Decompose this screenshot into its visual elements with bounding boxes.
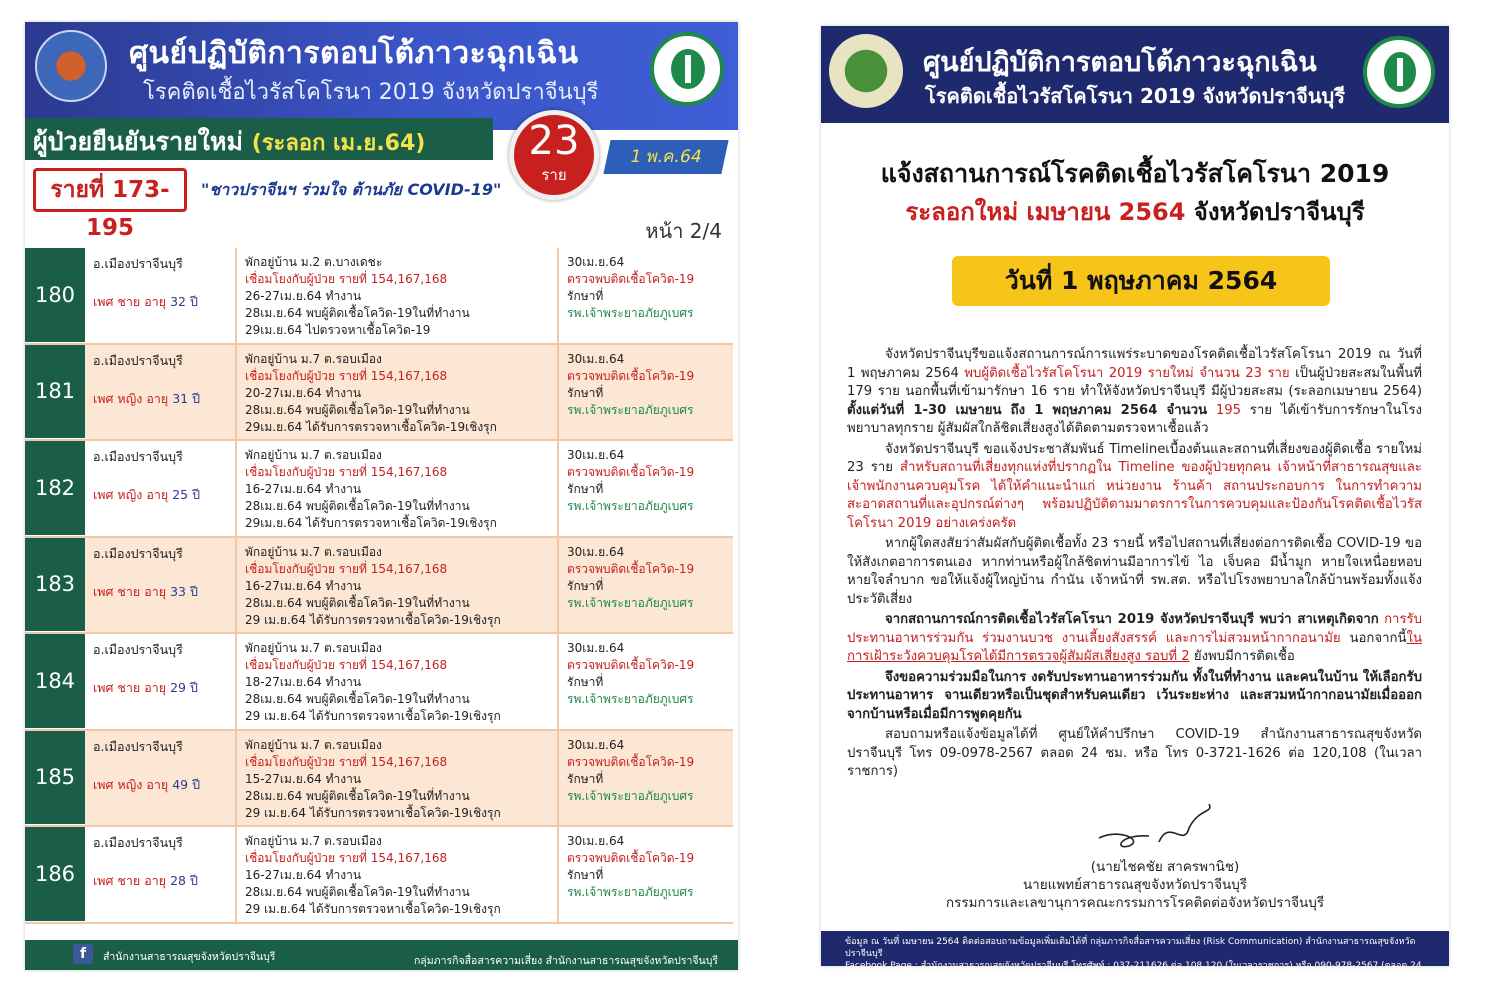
footer-line-2: Facebook Page : สำนักงานสาธารณสุขจังหวัดปราจีนบุรี โทรศัพท์ : 037-211626 ต่อ 108,120 (ในเวลาราชการ) หรือ 090-978-2567 (ตลอด 24 ชั่วโมง) [845,961,1422,983]
province-tree-logo [829,34,903,108]
case-number: 185 [25,731,85,826]
district: อ.เมืองปราจีนบุรี [93,545,183,561]
province-seal-logo [35,30,107,102]
sex-age: เพศ ชาย อายุ [93,294,167,309]
age: 28 ปี [170,873,198,888]
case-number: 182 [25,441,85,536]
announcement-subheading: ระลอกใหม่ เมษายน 2564 จังหวัดปราจีนบุรี [905,198,1365,226]
district: อ.เมืองปราจีนบุรี [93,642,183,657]
paragraph-5: จึงขอความร่วมมือในการ งดรับประทานอาหารร่วมกัน ทั้งในที่ทำงาน และคนในบ้าน ให้เลือกรับประทานอาหาร จานเดียวหรือเป็นชุดสำหรับคนเดียว เว้นระยะห่าง และสวมหน้ากากอนามัยเมื่อออกจากบ้านหรือเมื่อมีการพูดคุยกัน [847,669,1422,722]
district: อ.เมืองปราจีนบุรี [93,738,183,754]
age: 31 ปี [172,390,201,406]
right-title-1: ศูนย์ปฏิบัติการตอบโต้ภาวะฉุกเฉิน [923,47,1317,78]
page-number: หน้า 2/4 [645,219,722,243]
test-result: 30เม.ย.64 ตรวจพบติดเชื้อโควิด-19 รักษาที่ รพ.เจ้าพระยาอภัยภูเบศร [567,448,695,513]
timeline: พักอยู่บ้าน ม.7 ต.รอบเมือง เชื่อมโยงกับผู้ป่วย รายที่ 154,167,168 16-27เม.ย.64 ทำงาน 28เม.ย.64 พบผู้ติดเชื้อโควิด-19ในที่ทำงาน 29เม.ย.64 ได้รับการตรวจหาเชื้อโควิด-19เชิงรุก [237,441,559,536]
district: อ.เมืองปราจีนบุรี [93,256,183,271]
right-title-2: โรคติดเชื้อไวรัสโคโรนา 2019 จังหวัดปราจีนบุรี [925,84,1345,108]
age: 29 ปี [170,680,198,695]
sex-age: เพศ หญิง อายุ [93,390,169,406]
slogan: "ชาวปราจีนฯ ร่วมใจ ต้านภัย COVID-19" [201,180,502,199]
case-number: 184 [25,634,85,729]
district: อ.เมืองปราจีนบุรี [93,835,183,850]
announcement-date: วันที่ 1 พฤษภาคม 2564 [952,256,1330,306]
signatory-title-2: กรรมการและเลขานุการคณะกรรมการโรคติดต่อจังหวัดปราจีนบุรี [945,895,1325,911]
facebook-icon[interactable]: f [73,944,93,964]
sex-age: เพศ ชาย อายุ [93,680,167,695]
timeline: พักอยู่บ้าน ม.7 ต.รอบเมือง เชื่อมโยงกับผู้ป่วย รายที่ 154,167,168 15-27เม.ย.64 ทำงาน 28เม.ย.64 พบผู้ติดเชื้อโควิด-19ในที่ทำงาน 29 เม.ย.64 ได้รับการตรวจหาเชื้อโควิด-19เชิงรุก [237,731,559,826]
footer-right-text: กลุ่มภารกิจสื่อสารความเสี่ยง สำนักงานสาธารณสุขจังหวัดปราจีนบุรี [413,955,718,967]
table-row [25,345,733,442]
paragraph-3: หากผู้ใดสงสัยว่าสัมผัสกับผู้ติดเชื้อทั้ง 23 รายนี้ หรือไปสถานที่เสี่ยงต่อการติดเชื้อ COVID-19 ขอให้สังเกตอาการตนเอง หากท่านหรือผู้ใกล้ชิดท่านมีอาการไข้ ไอ เจ็บคอ มีน้ำมูก หายใจเหนื่อยหอบ หายใจลำบาก ขอให้แจ้งผู้ใหญ่บ้าน กำนัน เจ้าหน้าที่ รพ.สต. หรือไปโรงพยาบาลใกล้บ้านพร้อมทั้งแจ้งประวัติเสี่ยง [847,536,1422,607]
left-header [25,22,738,130]
timeline: พักอยู่บ้าน ม.7 ต.รอบเมือง เชื่อมโยงกับผู้ป่วย รายที่ 154,167,168 20-27เม.ย.64 ทำงาน 28เม.ย.64 พบผู้ติดเชื้อโควิด-19ในที่ทำงาน 29เม.ย.64 ได้รับการตรวจหาเชื้อโควิด-19เชิงรุก [237,345,559,440]
table-row [25,441,733,538]
right-poster [821,26,1449,983]
table-row [25,634,733,731]
case-count-badge [509,110,599,200]
test-result: 30เม.ย.64 ตรวจพบติดเชื้อโควิด-19 รักษาที่ รพ.เจ้าพระยาอภัยภูเบศร [567,255,695,320]
new-cases-banner: ผู้ป่วยยืนยันรายใหม่ (ระลอก เม.ย.64) [25,118,493,160]
paragraph-6: สอบถามหรือแจ้งข้อมูลได้ที่ ศูนย์ให้คำปรึกษา COVID-19 สำนักงานสาธารณสุขจังหวัดปราจีนบุรี โทร 09-0978-2567 ตลอด 24 ชม. หรือ โทร 0-3721-1626 ต่อ 120,108 (ในเวลาราชการ) [847,727,1422,779]
report-date: 1 พ.ค.64 [603,140,728,174]
case-count: 23 [528,118,580,164]
test-result: 30เม.ย.64 ตรวจพบติดเชื้อโควิด-19 รักษาที่ รพ.เจ้าพระยาอภัยภูเบศร [559,731,733,826]
case-unit: ราย [541,166,567,184]
timeline: พักอยู่บ้าน ม.7 ต.รอบเมือง เชื่อมโยงกับผู้ป่วย รายที่ 154,167,168 16-27เม.ย.64 ทำงาน 28เม.ย.64 พบผู้ติดเชื้อโควิด-19ในที่ทำงาน 29 เม.ย.64 ได้รับการตรวจหาเชื้อโควิด-19เชิงรุก [237,538,559,633]
case-number: 181 [25,345,85,440]
footer-left-text: สำนักงานสาธารณสุขจังหวัดปราจีนบุรี [103,951,276,963]
left-poster [25,22,738,970]
left-footer [25,940,738,970]
age: 32 ปี [170,294,198,309]
timeline: พักอยู่บ้าน ม.7 ต.รอบเมือง เชื่อมโยงกับผู้ป่วย รายที่ 154,167,168 16-27เม.ย.64 ทำงาน 28เม.ย.64 พบผู้ติดเชื้อโควิด-19ในที่ทำงาน 29 เม.ย.64 ได้รับการตรวจหาเชื้อโควิด-19เชิงรุก [237,827,559,922]
district: อ.เมืองปราจีนบุรี [93,449,183,464]
table-row [25,538,733,635]
test-result: 30เม.ย.64 ตรวจพบติดเชื้อโควิด-19 รักษาที่ รพ.เจ้าพระยาอภัยภูเบศร [559,345,733,440]
case-number: 180 [25,248,85,343]
table-row [25,827,733,924]
test-result: 30เม.ย.64 ตรวจพบติดเชื้อโควิด-19 รักษาที่ รพ.เจ้าพระยาอภัยภูเบศร [567,834,695,899]
right-header [821,26,1449,123]
sex-age: เพศ หญิง อายุ [93,776,169,792]
case-number: 183 [25,538,85,633]
sex-age: เพศ ชาย อายุ [93,873,167,888]
right-footer [821,931,1449,983]
case-number: 186 [25,827,85,922]
signatory-title-1: นายแพทย์สาธารณสุขจังหวัดปราจีนบุรี [1022,877,1248,893]
cases-table [25,248,733,924]
test-result: 30เม.ย.64 ตรวจพบติดเชื้อโควิด-19 รักษาที่ รพ.เจ้าพระยาอภัยภูเบศร [567,641,695,706]
signatory-name: (นายไชคชัย สาครพานิช) [1090,859,1240,875]
test-result: 30เม.ย.64 ตรวจพบติดเชื้อโควิด-19 รักษาที่ รพ.เจ้าพระยาอภัยภูเบศร [559,538,733,633]
ministry-health-logo [1363,36,1435,108]
ministry-health-logo [650,32,724,106]
signatory [821,858,1449,912]
left-title-2: โรคติดเชื้อไวรัสโคโรนา 2019 จังหวัดปราจีนบุรี [143,80,599,105]
table-row [25,731,733,828]
age: 49 ปี [172,776,201,792]
sex-age: เพศ หญิง อายุ [93,487,169,502]
left-title-1: ศูนย์ปฏิบัติการตอบโต้ภาวะฉุกเฉิน [129,36,579,71]
announcement-heading: แจ้งสถานการณ์โรคติดเชื้อไวรัสโคโรนา 2019 [880,159,1390,188]
paragraph-1: จังหวัดปราจีนบุรีขอแจ้งสถานการณ์การแพร่ระบาดของโรคติดเชื้อไวรัสโคโรนา 2019 ณ วันที่ 1 พฤษภาคม 2564 พบผู้ติดเชื้อไวรัสโคโรนา 2019 รายใหม่ จำนวน 23 ราย เป็นผู้ป่วยสะสมในพื้นที่ 179 ราย นอกพื้นที่เข้ามารักษา 16 ราย ทำให้จังหวัดปราจีนบุรี มีผู้ป่วยสะสม (ระลอกเมษายน 2564) ตั้งแต่วันที่ 1-30 เมษายน ถึง 1 พฤษภาคม 2564 จำนวน 195 ราย ได้เข้ารับการรักษาในโรงพยาบาลทุกราย ผู้สัมผัสใกล้ชิดเสี่ยงสูงได้ติดตามตรวจหาเชื้อแล้ว [847,347,1422,436]
table-row [25,248,733,345]
paragraph-4: จากสถานการณ์การติดเชื้อไวรัสโคโรนา 2019 จังหวัดปราจีนบุรี พบว่า สาเหตุเกิดจาก การรับประทานอาหารร่วมกัน ร่วมงานบวช งานเลี้ยงสังสรรค์ และการไม่สวมหน้ากากอนามัย นอกจากนี้ในการเฝ้าระวังควบคุมโรคได้มีการตรวจผู้สัมผัสเสี่ยงสูง รอบที่ 2 ยังพบมีการติดเชื้อ [847,612,1422,664]
timeline: พักอยู่บ้าน ม.2 ต.บางเดชะ เชื่อมโยงกับผู้ป่วย รายที่ 154,167,168 26-27เม.ย.64 ทำงาน 28เม.ย.64 พบผู้ติดเชื้อโควิด-19ในที่ทำงาน 29เม.ย.64 ไปตรวจหาเชื้อโควิด-19 [237,248,559,343]
paragraph-2: จังหวัดปราจีนบุรี ขอแจ้งประชาสัมพันธ์ Timelineเบื้องต้นและสถานที่เสี่ยงของผู้ติดเชื้อ รายใหม่ 23 ราย สำหรับสถานที่เสี่ยงทุกแห่งที่ปรากฏใน Timeline ของผู้ป่วยทุกคน เจ้าหน้าที่สาธารณสุขและเจ้าพนักงานควบคุมโรค ได้ให้คำแนะนำแก่ หน่วยงาน ร้านค้า สถานประกอบการ ในการทำความสะอาดสถานที่และอุปกรณ์ต่างๆ พร้อมปฏิบัติตามมาตรการในการควบคุมและป้องกันโรคติดเชื้อไวรัสโคโรนา 2019 อย่างเคร่งครัด [847,441,1422,531]
case-range: รายที่ 173-195 [33,168,187,212]
signature-image [1089,798,1249,854]
district: อ.เมืองปราจีนบุรี [93,352,183,368]
age: 33 ปี [170,583,198,599]
announcement-body [847,346,1422,784]
sex-age: เพศ ชาย อายุ [93,583,167,599]
timeline: พักอยู่บ้าน ม.7 ต.รอบเมือง เชื่อมโยงกับผู้ป่วย รายที่ 154,167,168 18-27เม.ย.64 ทำงาน 28เม.ย.64 พบผู้ติดเชื้อโควิด-19ในที่ทำงาน 29 เม.ย.64 ได้รับการตรวจหาเชื้อโควิด-19เชิงรุก [237,634,559,729]
age: 25 ปี [172,487,201,502]
footer-line-1: ข้อมูล ณ วันที่ เมษายน 2564 ติดต่อสอบถามข้อมูลเพิ่มเติมได้ที่ กลุ่มภารกิจสื่อสารความเสี่ยง (Risk Communication) สำนักงานสาธารณสุขจังหวัดปราจีนบุรี [845,937,1416,959]
